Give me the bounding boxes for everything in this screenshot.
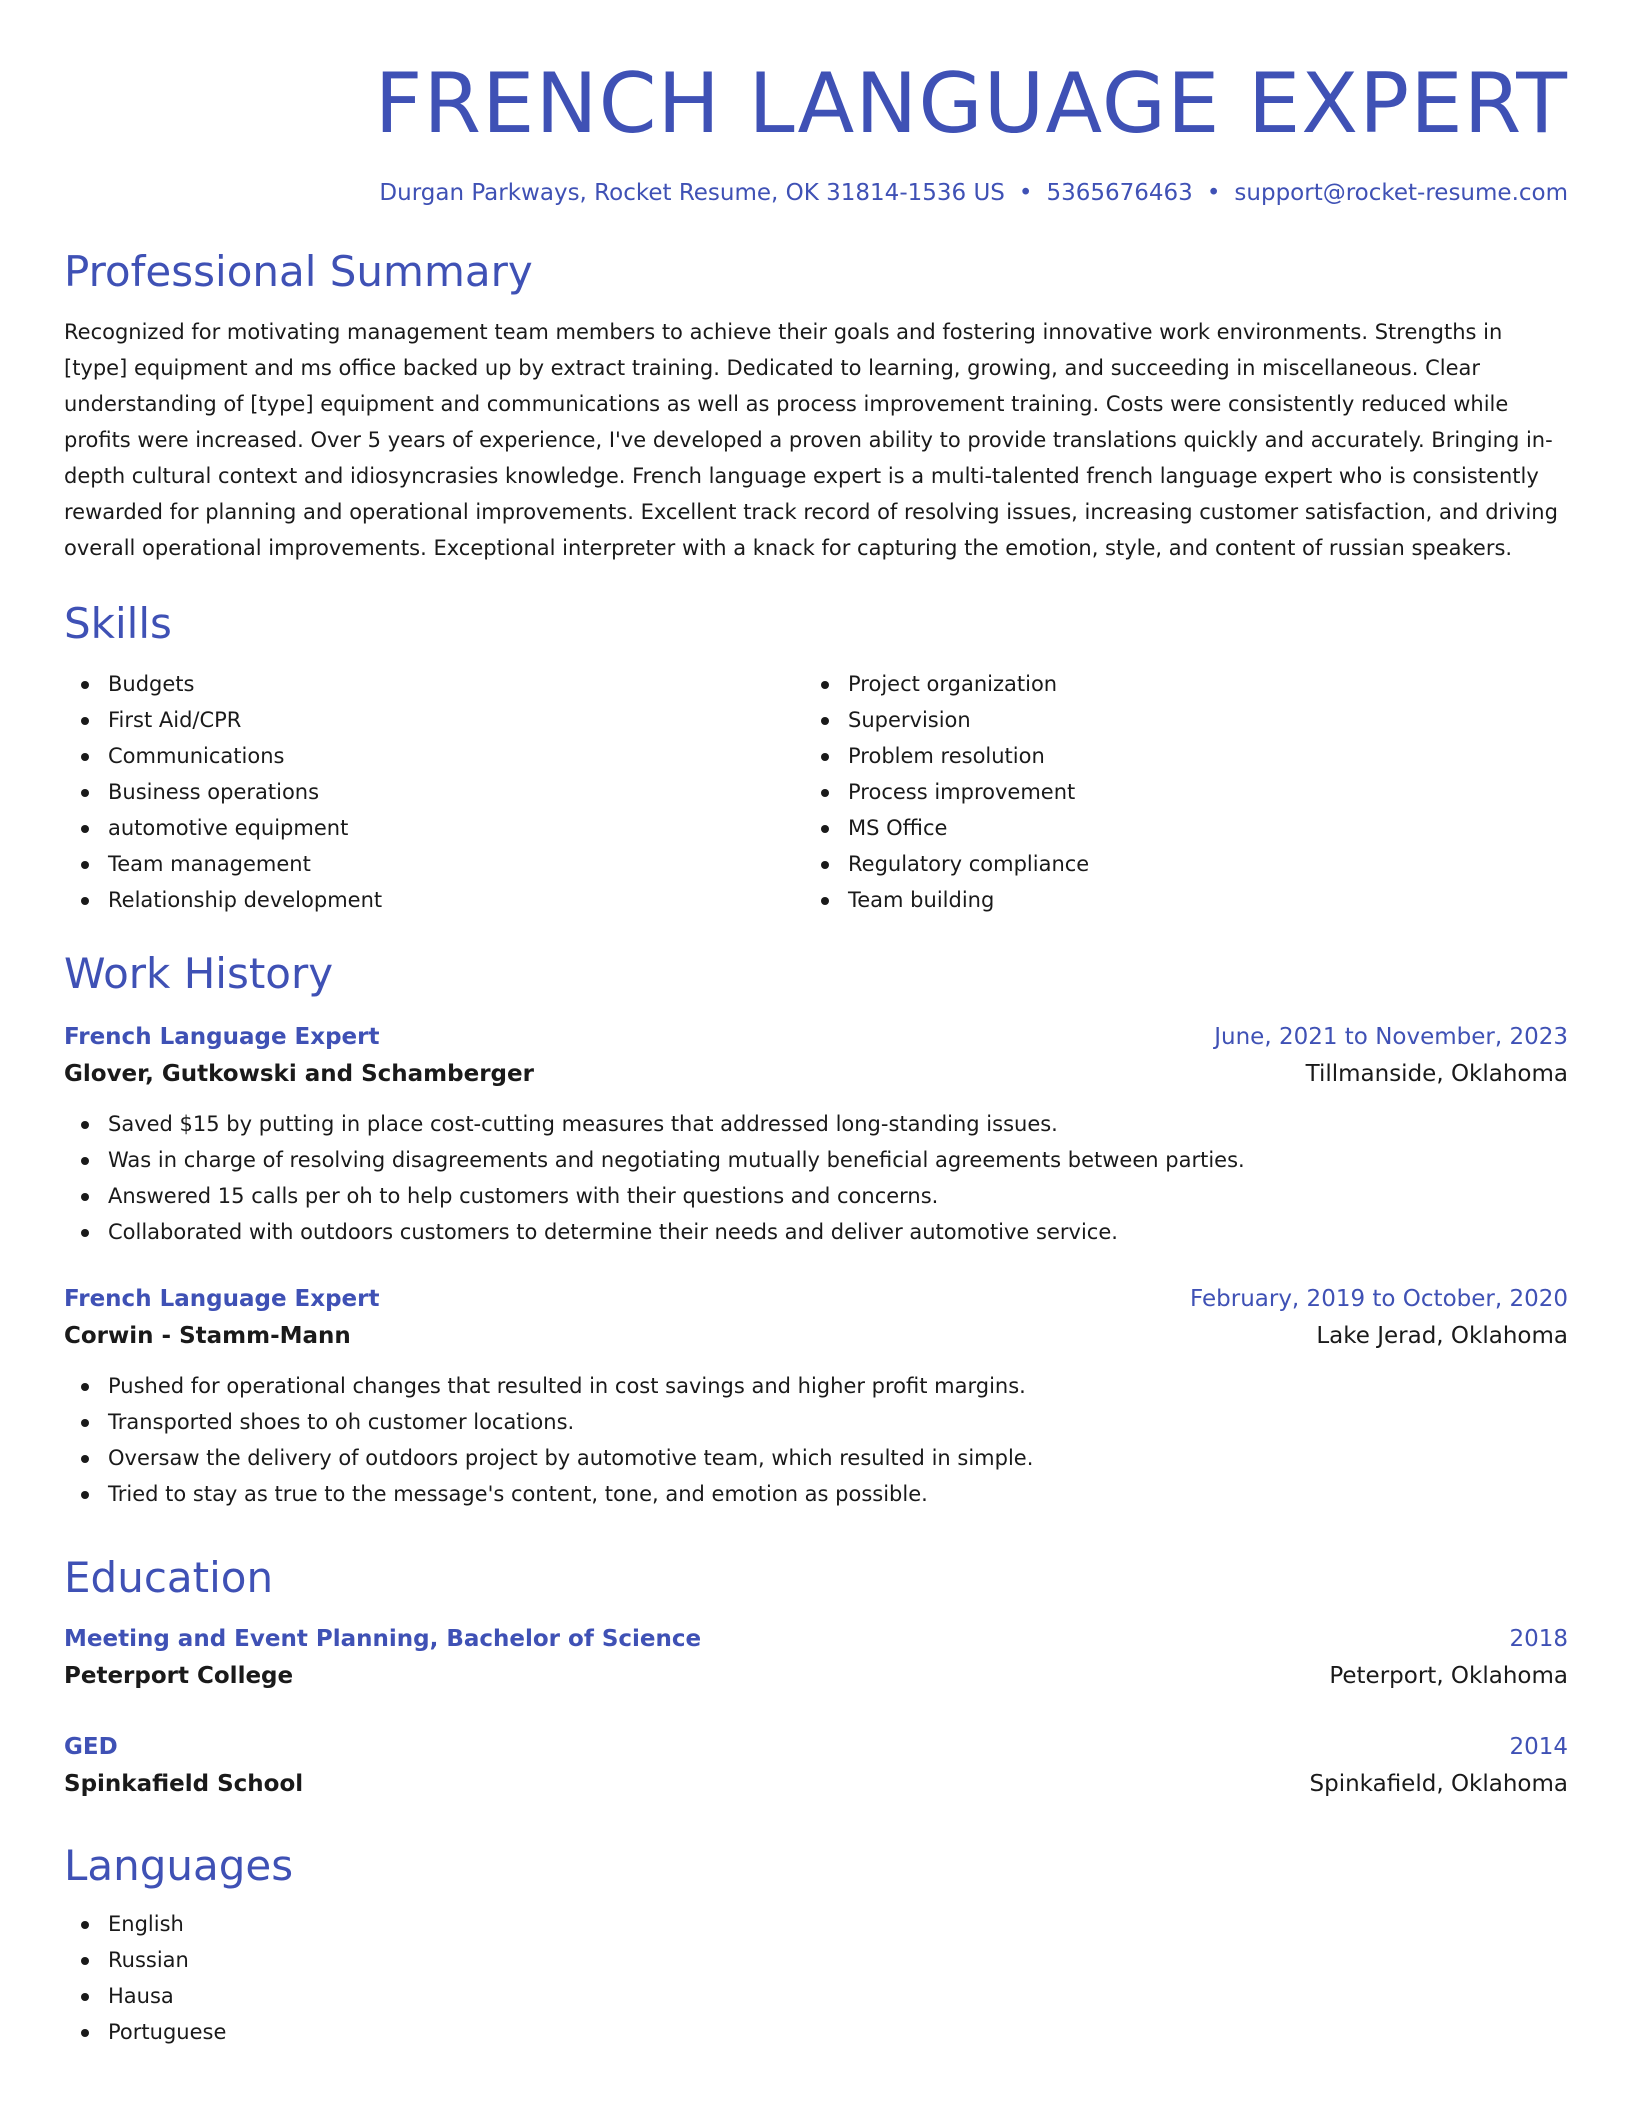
graduation-year: 2018	[1509, 1626, 1568, 1652]
job-dates: June, 2021 to November, 2023	[1214, 1024, 1568, 1050]
languages-heading: Languages	[64, 1841, 294, 1890]
language-item: Portuguese	[64, 2014, 1568, 2050]
skill-item: MS Office	[804, 810, 1544, 846]
education-entry	[64, 1622, 1568, 1696]
skills-columns	[64, 666, 1568, 918]
job-bullets	[64, 1368, 1568, 1512]
contact-email: support@rocket-resume.com	[1234, 180, 1568, 206]
education-entry-subheader	[64, 1656, 1568, 1696]
school-location: Spinkafield, Oklahoma	[1309, 1771, 1568, 1797]
education-entry	[64, 1730, 1568, 1804]
work-entry-subheader	[64, 1316, 1568, 1356]
job-bullet: Transported shoes to oh customer locations.	[64, 1404, 1568, 1440]
job-bullets	[64, 1106, 1568, 1250]
work-entry	[64, 1282, 1568, 1512]
contact-separator: •	[1206, 180, 1221, 206]
job-bullet: Oversaw the delivery of outdoors project by automotive team, which resulted in simple.	[64, 1440, 1568, 1476]
skill-item: Team management	[64, 846, 804, 882]
job-bullet: Saved $15 by putting in place cost-cutting measures that addressed long-standing issues.	[64, 1106, 1568, 1142]
contact-phone: 5365676463	[1046, 180, 1193, 206]
school-name: Peterport College	[64, 1663, 294, 1689]
school-name: Spinkafield School	[64, 1771, 304, 1797]
summary-text: Recognized for motivating management team members to achieve their goals and fostering innovative work environments. Strengths in [type] equipment and ms office backed up by extract training. Dedicated to learning, growing, and succeeding in miscellaneous. Clear understanding of [type] equipment and communications as well as process improvement training. Costs were consistently reduced while profits were increased. Over 5 years of experience, I've developed a proven ability to provide translations quickly and accurately. Bringing in-depth cultural context and idiosyncrasies knowledge. French language expert is a multi-talented french language expert who is consistently rewarded for planning and operational improvements. Excellent track record of resolving issues, increasing customer satisfaction, and driving overall operational improvements. Exceptional interpreter with a knack for capturing the emotion, style, and content of russian speakers.	[64, 320, 1558, 560]
skills-heading: Skills	[64, 599, 172, 648]
job-bullet: Collaborated with outdoors customers to determine their needs and deliver automotive service.	[64, 1214, 1568, 1250]
contact-separator: •	[1018, 180, 1033, 206]
skill-item: Team building	[804, 882, 1544, 918]
job-bullet: Pushed for operational changes that resulted in cost savings and higher profit margins.	[64, 1368, 1568, 1404]
contact-line	[64, 176, 1568, 210]
language-item: English	[64, 1906, 1568, 1942]
work-entry-header	[64, 1020, 1568, 1054]
work-entry-header	[64, 1282, 1568, 1316]
skill-item: Communications	[64, 738, 804, 774]
job-bullet: Was in charge of resolving disagreements and negotiating mutually beneficial agreements between parties.	[64, 1142, 1568, 1178]
job-company: Glover, Gutkowski and Schamberger	[64, 1061, 534, 1087]
education-heading: Education	[64, 1553, 274, 1602]
language-item: Hausa	[64, 1978, 1568, 2014]
resume-name-title: FRENCH LANGUAGE EXPERT	[374, 55, 1568, 152]
job-company: Corwin - Stamm-Mann	[64, 1323, 351, 1349]
job-dates: February, 2019 to October, 2020	[1190, 1286, 1568, 1312]
education-entry-header	[64, 1730, 1568, 1764]
graduation-year: 2014	[1509, 1734, 1568, 1760]
job-role: French Language Expert	[64, 1286, 380, 1312]
school-location: Peterport, Oklahoma	[1329, 1663, 1568, 1689]
skill-item: First Aid/CPR	[64, 702, 804, 738]
skill-item: automotive equipment	[64, 810, 804, 846]
contact-address: Durgan Parkways, Rocket Resume, OK 31814-1536 US	[379, 180, 1005, 206]
education-entry-subheader	[64, 1764, 1568, 1804]
skill-item: Problem resolution	[804, 738, 1544, 774]
work-history-heading: Work History	[64, 949, 334, 998]
language-item: Russian	[64, 1942, 1568, 1978]
education-entry-header	[64, 1622, 1568, 1656]
languages-list	[64, 1906, 1568, 2050]
degree: Meeting and Event Planning, Bachelor of Science	[64, 1626, 702, 1652]
degree: GED	[64, 1734, 118, 1760]
work-entry	[64, 1020, 1568, 1250]
job-location: Tillmanside, Oklahoma	[1305, 1061, 1568, 1087]
skill-item: Supervision	[804, 702, 1544, 738]
skill-item: Business operations	[64, 774, 804, 810]
work-entry-subheader	[64, 1054, 1568, 1094]
skill-item: Project organization	[804, 666, 1544, 702]
skill-item: Process improvement	[804, 774, 1544, 810]
job-location: Lake Jerad, Oklahoma	[1316, 1323, 1568, 1349]
skill-item: Budgets	[64, 666, 804, 702]
skill-item: Relationship development	[64, 882, 804, 918]
job-role: French Language Expert	[64, 1024, 380, 1050]
skill-item: Regulatory compliance	[804, 846, 1544, 882]
summary-heading: Professional Summary	[64, 247, 533, 296]
job-bullet: Tried to stay as true to the message's content, tone, and emotion as possible.	[64, 1476, 1568, 1512]
skills-list-left	[64, 666, 804, 918]
skills-list-right	[804, 666, 1544, 918]
job-bullet: Answered 15 calls per oh to help customers with their questions and concerns.	[64, 1178, 1568, 1214]
